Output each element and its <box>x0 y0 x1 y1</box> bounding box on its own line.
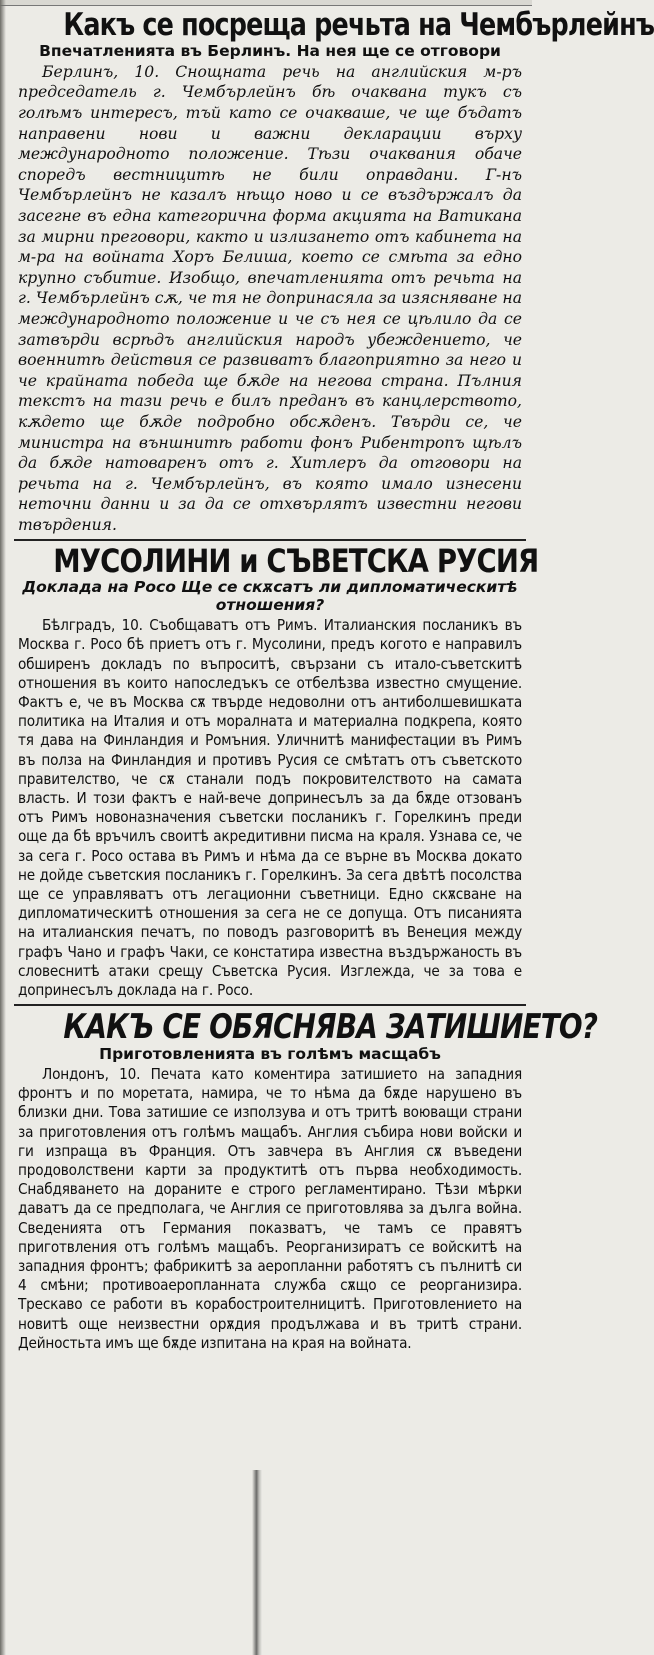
article-headline: Какъ се посреща речьта на Чембърлейнъ <box>63 7 654 43</box>
article-subhead: Доклада на Росо Ще се скѫсатъ ли дипломатическитѣ отношения? <box>22 578 518 615</box>
article-subhead: Впечатленията въ Берлинъ. На нея ще се отговори <box>39 42 501 60</box>
article-headline: МУСОЛИНИ и СЪВЕТСКА РУСИЯ <box>53 542 539 581</box>
article-body: Лондонъ, 10. Печата като коментира затишието на западния фронтъ и по моретата, намира, че то нѣма да бѫде нарушено въ близки дни. Това затишие се използува и отъ тритѣ воюващи страни за приготовления отъ голѣмъ мащабъ. Англия събира нови войски и ги изпраща въ Франция. Отъ завчера въ Англия сѫ въведени продоволствени карти за продуктитѣ отъ първа необходимость. Снабдяването на дораните е строго регламентирано. Тѣзи мѣрки даватъ да се предполага, че Англия се приготовлява за дълга война. Сведенията отъ Германия показватъ, че тамъ се правятъ приготвления отъ голѣмъ мащабъ. Реорганизиратъ се войскитѣ на западния фронтъ; фабрикитѣ за аеропланни работятъ съ пълнитѣ си 4 смѣни; противоаеропланната служба сѫщо се реорганизира. Трескаво се работи въ корабостроителницитѣ. Приготовлението на новитѣ още неизвестни орѫдия продължава и въ тритѣ страни. Дейностьта имъ ще бѫде изпитана на края на войната. <box>18 1064 522 1352</box>
article-body: Бѣлградъ, 10. Съобщаватъ отъ Римъ. Италианския посланикъ въ Москва г. Росо бѣ приетъ отъ г. Мусолини, предъ когото е направилъ обширенъ докладъ по въпроситѣ, свързани съ итало-съветскитѣ отношения въ които напоследъкъ се отбелѣзва известно смущение. Фактъ е, че въ Москва сѫ твърде недоволни отъ антиболшевишката политика на Италия и отъ моралната и материална подкрепа, която тя дава на Финландия и Ромъния. Уличнитѣ манифестации въ Римъ въ полза на Финландия и противъ Русия се смѣтатъ отъ съветското правителство, че сѫ станали подъ покровителството на самата власть. И този фактъ е най-вече допринесълъ за да бѫде отзованъ отъ Римъ новоназначения съветски посланикъ г. Горелкинъ преди още да бѣ връчилъ своитѣ акредитивни писма на краля. Узнава се, че за сега г. Росо остава въ Римъ и нѣма да се върне въ Москва докато не дойде съветския посланикъ г. Горелкинъ. За сега двѣтѣ посолства ще се управляватъ отъ легационни съветници. Едно скѫсване на дипломатическитѣ отношения за сега не се допуща. Отъ писанията на италианския печатъ, по поводъ разговоритѣ въ Венеция между графъ Чано и графъ Чаки, се констатира известна въздържаность въ словеснитѣ атаки срещу Съветска Русия. Изглежда, че за това е допринесълъ доклада на г. Росо. <box>18 616 522 999</box>
clipping-top-edge <box>0 0 532 6</box>
article-divider <box>14 539 526 541</box>
paper-crease <box>252 1470 262 1655</box>
article-chamberlain <box>18 7 654 535</box>
article-headline: КАКЪ СЕ ОБЯСНЯВА ЗАТИШИЕТО? <box>63 1007 598 1048</box>
article-lull <box>18 1007 598 1353</box>
page-edge-shadow <box>0 0 6 1655</box>
article-divider <box>14 1004 526 1006</box>
article-subhead: Приготовленията въ голѣмъ масщабъ <box>99 1045 441 1064</box>
article-body: Берлинъ, 10. Снощната речь на английския м-ръ председатель г. Чембърлейнъ бѣ очаквана тукъ съ голѣмъ интересъ, тъй като се очакваше, че ще бъдатъ направени нови и важни декларации върху международното положение. Тѣзи очаквания обаче споредъ вестницитѣ не били оправдани. Г-нъ Чембърлейнъ не казалъ нѣщо ново и се въздържалъ да засегне въ една категорична форма акцията на Ватикана за мирни преговори, както и излизането отъ кабинета на м-ра на войната Хоръ Белиша, което се смѣта за едно крупно събитие. Изобщо, впечатленията отъ речьта на г. Чембърлейнъ сѫ, че тя не допринасяла за изясняване на международното положение и че съ нея се цѣлило да се затвърди всрѣдъ английския народъ убеждението, че военнитѣ действия се развиватъ благоприятно за него и че крайната победа ще бѫде на негова страна. Пълния текстъ на тази речь е билъ преданъ въ канцлерството, кѫдето ще бѫде подробно обсѫденъ. Твърди се, че министра на външнитѣ работи фонъ Рибентропъ щѣлъ да бѫде натоваренъ отъ г. Хитлеръ да отговори на речьта на г. Чембърлейнъ, въ която имало изнесени неточни данни и за да се отхвърлятъ известни негови твърдения. <box>18 62 522 534</box>
article-mussolini <box>18 542 539 1000</box>
